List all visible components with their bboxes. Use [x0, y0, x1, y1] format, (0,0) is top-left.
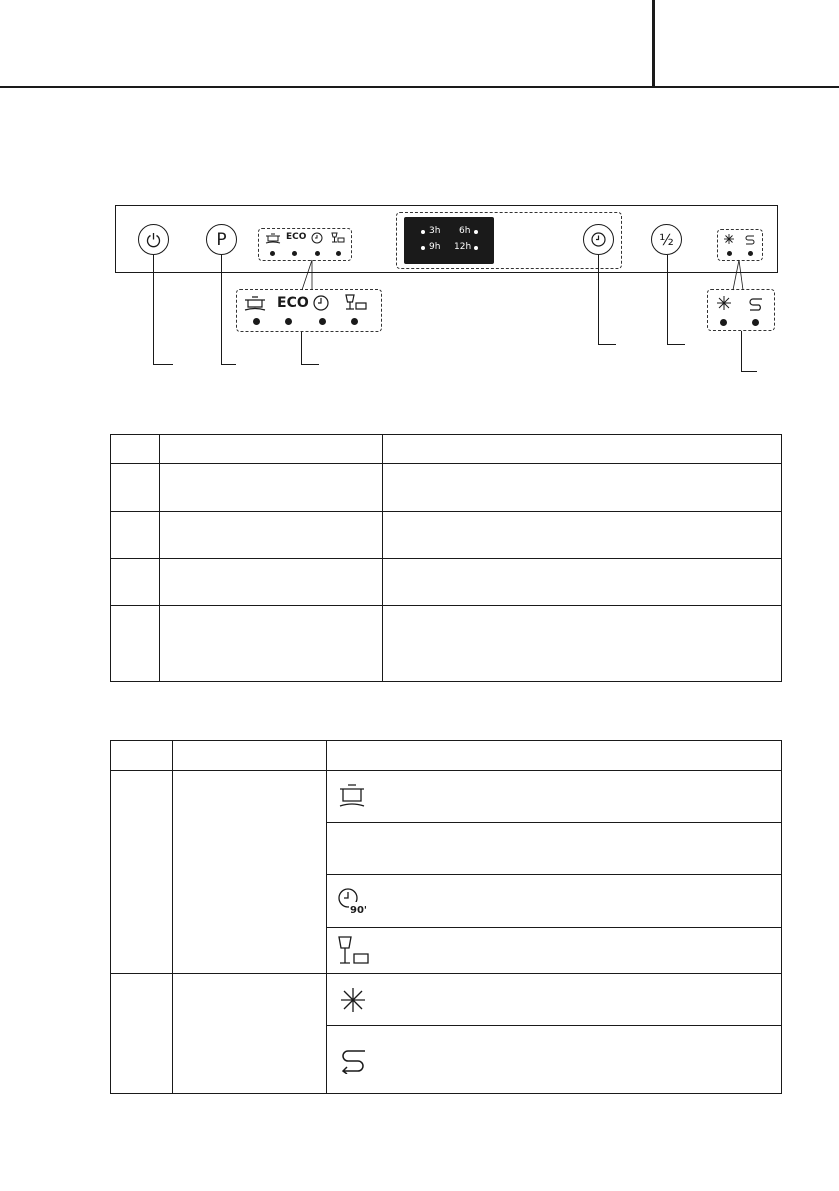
half-load-button[interactable] [651, 224, 682, 255]
table-row [111, 464, 160, 512]
header-divider [652, 0, 655, 88]
half-load-icon: ½ [659, 230, 674, 249]
leader-half-load [667, 255, 668, 344]
indicators-table [110, 740, 782, 1094]
table-row [327, 771, 782, 823]
leader-power [153, 255, 154, 364]
svg-text:90': 90' [350, 905, 367, 915]
salt-rinse-indicator-small [717, 229, 763, 261]
table-row [111, 741, 173, 771]
program-button[interactable] [206, 224, 237, 255]
table-row [327, 875, 782, 928]
salt-icon [723, 233, 735, 245]
buttons-table [110, 434, 782, 682]
salt-icon [339, 986, 367, 1014]
clock-90-icon [312, 294, 332, 312]
table-row [327, 823, 782, 875]
eco-label-large: ECO [277, 295, 309, 311]
pot-icon [337, 781, 367, 809]
rinse-aid-icon [339, 1046, 369, 1074]
table-row [327, 928, 782, 974]
table-row [111, 435, 160, 464]
header-rule [0, 86, 839, 88]
salt-rinse-indicator-zoom [707, 289, 775, 331]
display-6h: 6h [459, 226, 471, 236]
leader-program [221, 255, 222, 364]
clock-icon [590, 231, 607, 248]
power-icon [145, 231, 162, 248]
salt-icon [716, 295, 732, 311]
clock-90-icon [337, 887, 367, 915]
table-row [327, 974, 782, 1026]
glass-icon [337, 936, 371, 966]
program-indicator-small [258, 228, 352, 261]
display-12h: 12h [454, 242, 472, 252]
rinse-aid-icon [748, 295, 764, 311]
program-indicator-zoom [236, 289, 382, 332]
display-9h: 9h [429, 242, 441, 252]
leader-delay [598, 255, 599, 344]
table-row [327, 1026, 782, 1094]
clock-90-icon [311, 232, 325, 244]
eco-label-small: ECO [286, 232, 307, 242]
power-button[interactable] [138, 224, 169, 255]
delay-display [404, 217, 494, 264]
program-p-icon: P [216, 229, 227, 250]
table-row [111, 512, 160, 559]
zoom-connector-left [290, 258, 330, 292]
delay-button[interactable] [583, 224, 614, 255]
table-row [111, 606, 160, 682]
glass-icon [344, 294, 368, 312]
pot-icon [243, 294, 267, 312]
pot-icon [265, 232, 281, 244]
display-3h: 3h [429, 226, 441, 236]
rinse-aid-icon [744, 233, 756, 245]
zoom-connector-right [725, 258, 745, 292]
table-row [111, 559, 160, 606]
leader-program-indicator [301, 332, 302, 364]
glass-icon [331, 232, 345, 244]
leader-salt-rinse [741, 331, 742, 371]
